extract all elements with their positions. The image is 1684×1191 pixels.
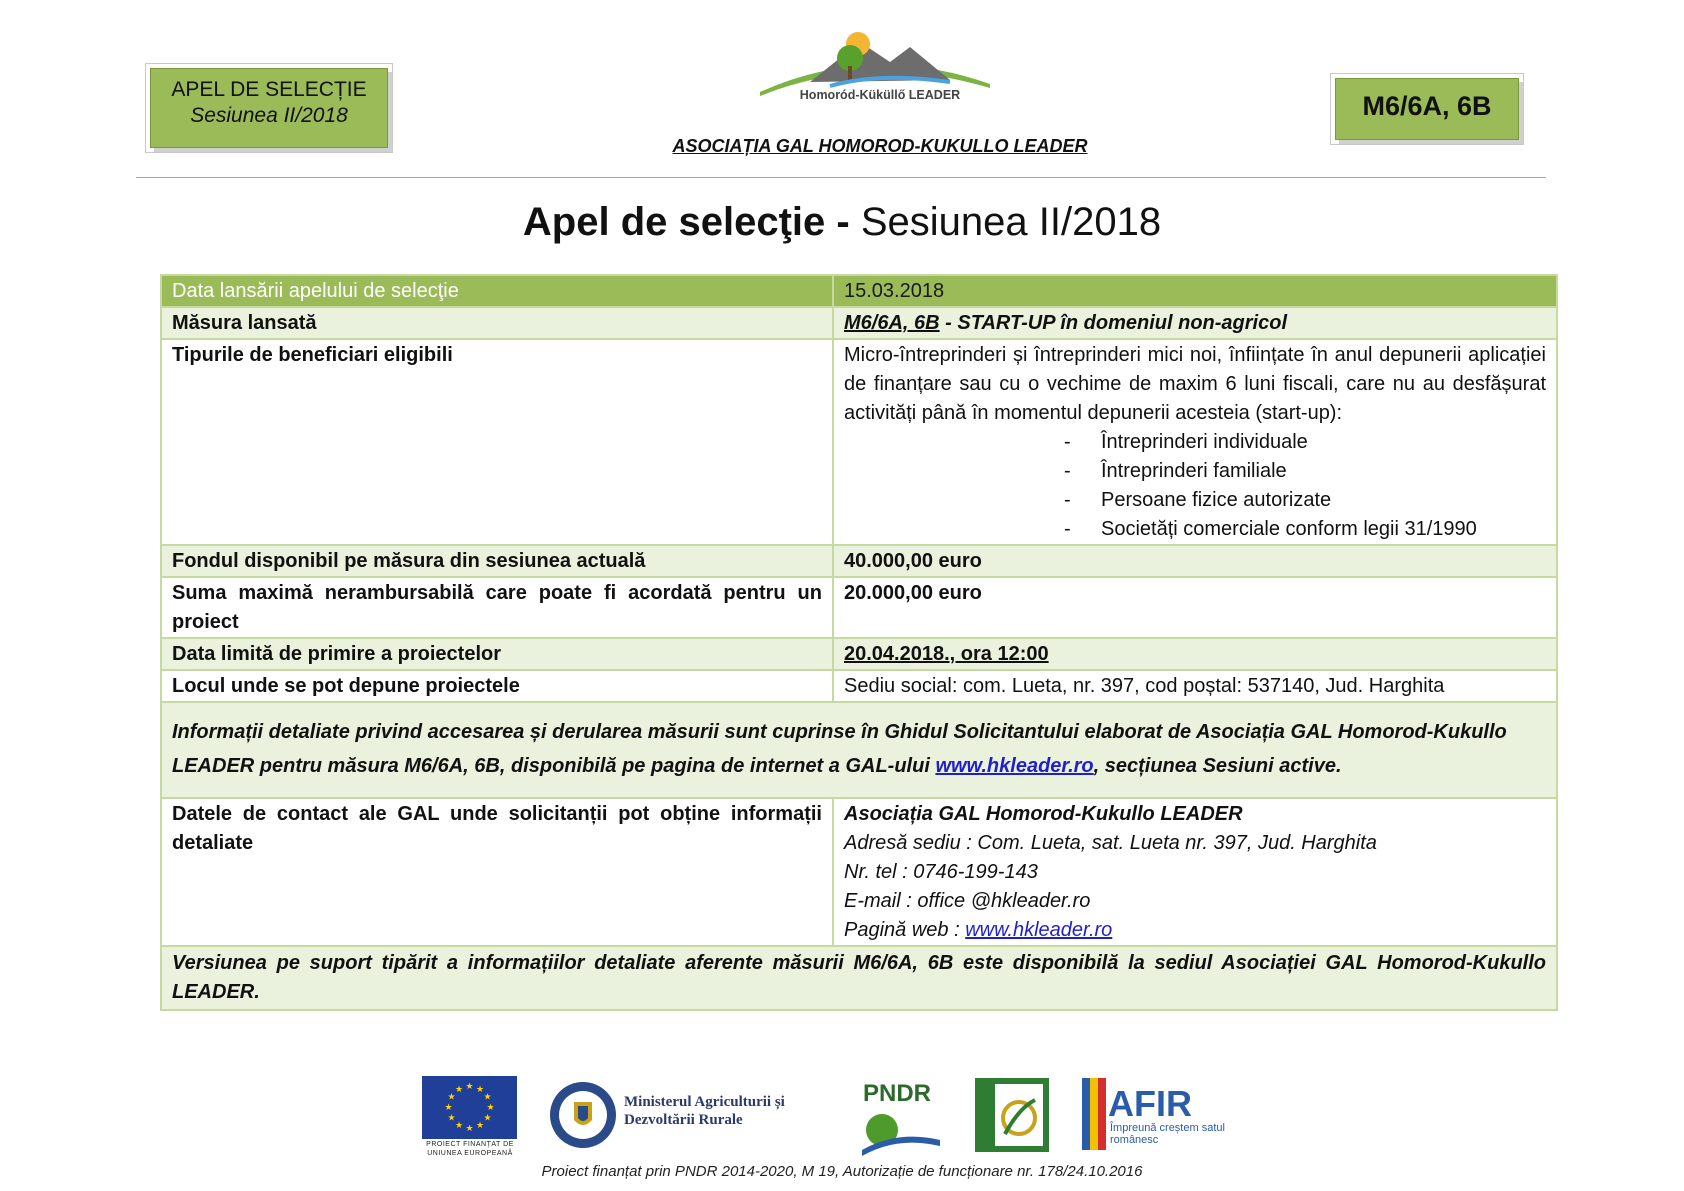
measure-separator: -	[939, 312, 958, 334]
association-name: ASOCIAȚIA GAL HOMOROD-KUKULLO LEADER	[672, 136, 1088, 156]
table-row	[161, 638, 1557, 670]
location-label: Locul unde se pot depune proiectele	[161, 670, 833, 702]
svg-text:★: ★	[454, 1085, 464, 1095]
deadline-value: 20.04.2018., ora 12:00	[833, 638, 1557, 670]
svg-text:★: ★	[486, 1103, 495, 1113]
svg-text:★: ★	[483, 1092, 492, 1103]
contact-email: E-mail : office @hkleader.ro	[844, 890, 1091, 912]
afir-label: AFIR	[1108, 1083, 1192, 1124]
svg-text:★: ★	[444, 1103, 453, 1113]
afir-tagline: Împreună creștem satul românesc	[1110, 1122, 1225, 1146]
page-title	[150, 200, 1534, 245]
call-badge	[150, 68, 388, 148]
table-row	[161, 670, 1557, 702]
page-title-session: Sesiunea II/2018	[860, 200, 1162, 244]
table-row	[161, 798, 1557, 946]
info-text-end: , secțiunea Sesiuni active.	[1093, 755, 1342, 777]
table-row	[161, 339, 1557, 545]
measure-badge-code: M6/6A, 6B	[1362, 91, 1492, 121]
list-item: - Societăți comerciale conform legii 31/1990	[1064, 515, 1546, 544]
contact-web-link[interactable]: www.hkleader.ro	[965, 919, 1113, 941]
table-row	[161, 577, 1557, 638]
beneficiaries-value	[833, 339, 1557, 545]
table-row	[161, 702, 1557, 798]
page-title-bold: Apel de selecţie -	[522, 200, 850, 244]
table-row	[161, 275, 1557, 307]
measure-name: START-UP în domeniul non-agricol	[957, 312, 1288, 334]
beneficiaries-description: Micro-întreprinderi și întreprinderi mici noi, înființate în anul depunerii aplicației de finanțare sau cu o vechime de maxim 6 luni fiscali, care nu au desfășurat activități până în momentul depunerii acesteia (start-up):	[844, 344, 1546, 424]
list-item: - Întreprinderi individuale	[1064, 428, 1546, 457]
measure-label: Măsura lansată	[161, 307, 833, 339]
contact-address: Adresă sediu : Com. Lueta, sat. Lueta nr. 397, Jud. Harghita	[844, 832, 1377, 854]
leader-logo-icon	[975, 1078, 1049, 1152]
svg-text:★: ★	[447, 1113, 456, 1124]
ministry-name: Ministerul Agriculturii și Dezvoltării Rurale	[624, 1094, 785, 1128]
info-text: Informații detaliate privind accesarea și derularea măsurii sunt cuprinse în Ghidul Solicitantului elaborat de Asociația GAL Homorod-Kukullo LEADER pentru măsura M6/6A, 6B, disponibilă pe pagina de internet a GAL-ului	[172, 721, 1507, 777]
pndr-label: PNDR	[862, 1080, 931, 1107]
launch-date-value: 15.03.2018	[833, 275, 1557, 307]
contact-web	[844, 916, 1546, 945]
measure-code: M6/6A, 6B	[844, 312, 940, 334]
svg-text:★: ★	[465, 1124, 474, 1134]
measure-badge	[1335, 78, 1519, 140]
svg-text:★: ★	[475, 1121, 485, 1131]
eu-flag-icon	[422, 1076, 517, 1139]
max-amount-value: 20.000,00 euro	[833, 577, 1557, 638]
table-row	[161, 545, 1557, 577]
beneficiaries-label: Tipurile de beneficiari eligibili	[161, 339, 833, 545]
fund-label: Fondul disponibil pe măsura din sesiunea actuală	[161, 545, 833, 577]
svg-text:★: ★	[454, 1121, 464, 1131]
contact-label: Datele de contact ale GAL unde solicitanții pot obține informații detaliate	[161, 798, 833, 946]
info-cell	[161, 702, 1557, 798]
info-website-link[interactable]: www.hkleader.ro	[935, 755, 1094, 777]
contact-phone: Nr. tel : 0746-199-143	[844, 861, 1038, 883]
afir-flag-icon	[1082, 1078, 1106, 1150]
header-divider	[136, 177, 1546, 178]
deadline-label: Data limită de primire a proiectelor	[161, 638, 833, 670]
measure-value	[833, 307, 1557, 339]
launch-date-label: Data lansării apelului de selecţie	[161, 275, 833, 307]
footer-note: Proiect finanțat prin PNDR 2014-2020, M 19, Autorizație de funcționare nr. 178/24.10.2016	[541, 1163, 1143, 1180]
printed-note: Versiunea pe suport tipărit a informațiilor detaliate aferente măsurii M6/6A, 6B este disponibilă la sediul Asociației GAL Homorod-Kukullo LEADER.	[161, 946, 1557, 1010]
eu-caption: PROIECT FINANȚAT DE UNIUNEA EUROPEANĂ	[426, 1141, 514, 1157]
logo-caption: Homoród-Küküllő LEADER	[799, 88, 961, 102]
svg-text:★: ★	[465, 1082, 474, 1092]
call-badge-session: Sesiunea II/2018	[190, 104, 348, 127]
svg-text:★: ★	[483, 1113, 492, 1124]
table-row	[161, 307, 1557, 339]
government-emblem-icon	[548, 1080, 618, 1150]
list-item: - Întreprinderi familiale	[1064, 457, 1546, 486]
contact-value	[833, 798, 1557, 946]
call-details-table	[160, 274, 1558, 1011]
contact-web-label: Pagină web :	[844, 919, 966, 941]
fund-value: 40.000,00 euro	[833, 545, 1557, 577]
beneficiaries-list	[844, 428, 1546, 544]
max-amount-label: Suma maximă nerambursabilă care poate fi acordată pentru un proiect	[161, 577, 833, 638]
table-row	[161, 946, 1557, 1010]
svg-text:★: ★	[447, 1092, 456, 1103]
svg-text:★: ★	[475, 1085, 485, 1095]
call-badge-title: APEL DE SELECȚIE	[171, 78, 367, 101]
list-item: - Persoane fizice autorizate	[1064, 486, 1546, 515]
contact-org: Asociația GAL Homorod-Kukullo LEADER	[844, 803, 1243, 825]
location-value: Sediu social: com. Lueta, nr. 397, cod poștal: 537140, Jud. Harghita	[833, 670, 1557, 702]
